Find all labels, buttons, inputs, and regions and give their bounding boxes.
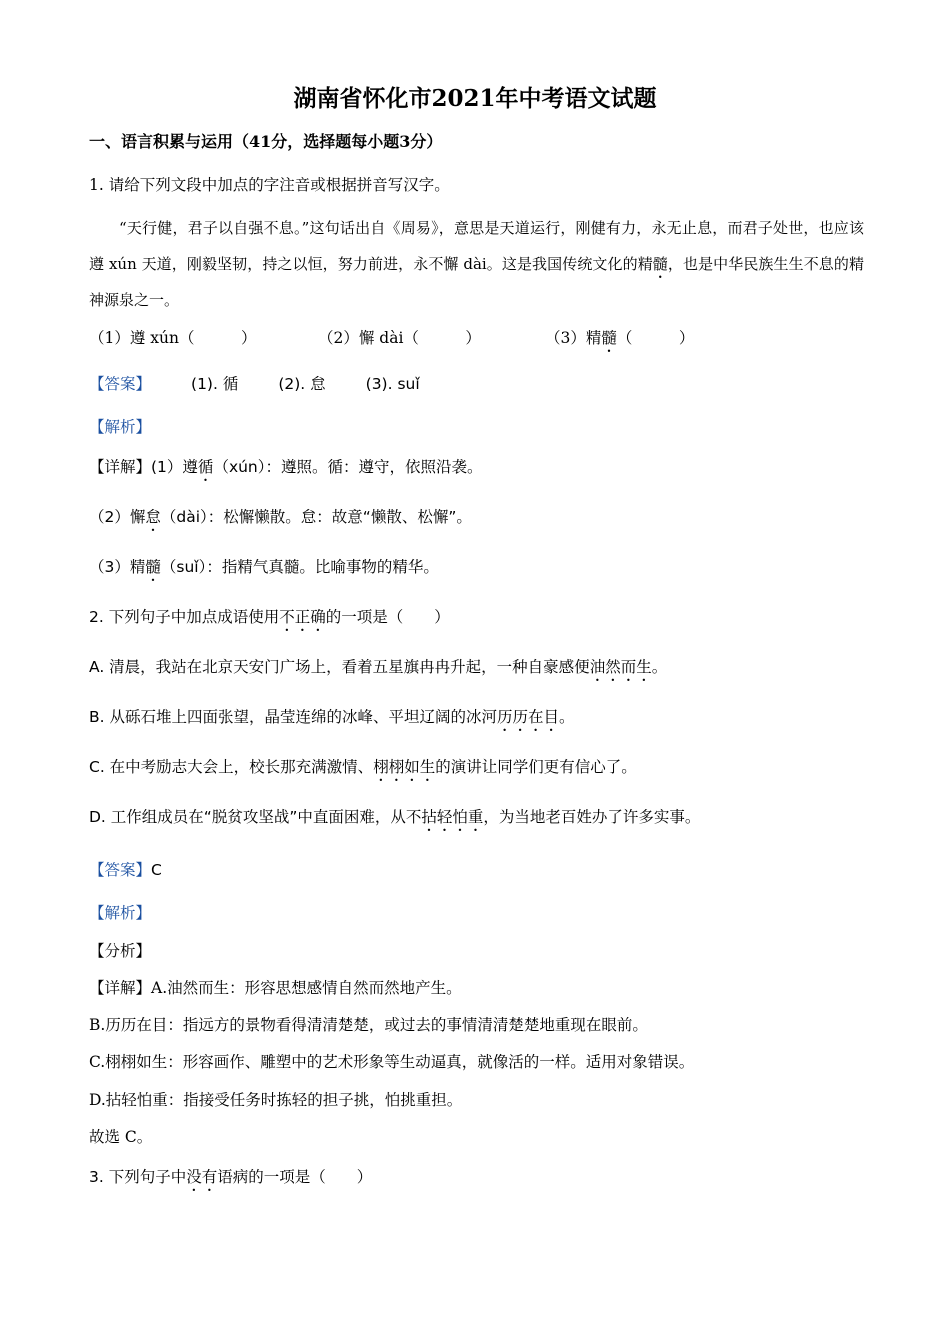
emphasis-char: 怠 bbox=[145, 508, 161, 526]
q2-option-d: D. 工作组成员在“脱贫攻坚战”中直面困难，从不拈轻怕重，为当地老百姓办了许多实事。 bbox=[89, 808, 701, 826]
q2-conclusion: 故选 C。 bbox=[89, 1128, 153, 1146]
answer-tag: 【答案】 bbox=[89, 861, 152, 879]
q2-option-b: B. 从砾石堆上四面张望，晶莹连绵的冰峰、平坦辽阔的冰河历历在目。 bbox=[89, 708, 575, 726]
q1-analysis-tag: 【解析】 bbox=[89, 418, 152, 436]
q1-passage: “天行健，君子以自强不息。”这句话出自《周易》，意思是天道运行，刚健有力，永无止息，而君子处世，也应该遵 xún 天道，刚毅坚韧，持之以恒，努力前进，永不懈 dài。这是我国传统文化的精髓，也是中华民族生生不息的精神源泉之一。 bbox=[89, 219, 864, 309]
emphasis-char: 不正确 bbox=[279, 608, 326, 626]
q1-answer-line bbox=[89, 373, 420, 395]
q2-detail-a: 【详解】A.油然而生：形容思想感情自然而然地产生。 bbox=[89, 979, 462, 997]
q1-stem: 1. 请给下列文段中加点的字注音或根据拼音写汉字。 bbox=[89, 176, 450, 194]
q1-option-2: （2）懈 dài（ ） bbox=[318, 329, 481, 347]
page-title: 湖南省怀化市2021年中考语文试题 bbox=[293, 85, 657, 112]
emphasis-idiom: 拈轻怕重 bbox=[421, 808, 484, 826]
q2-detail-c: C.栩栩如生：形容画作、雕塑中的艺术形象等生动逼真，就像活的一样。适用对象错误。 bbox=[89, 1053, 695, 1071]
q2-answer-line bbox=[89, 859, 162, 881]
emphasis-idiom: 油然而生 bbox=[589, 658, 652, 676]
q1-detail-2: （2）懈怠（dài）：松懈懒散。怠：故意“懒散、松懈”。 bbox=[89, 508, 472, 526]
emphasis-char: 髓 bbox=[145, 558, 161, 576]
q1-option-3: （3）精髓（ ） bbox=[545, 329, 695, 347]
answer-3: (3). suǐ bbox=[365, 375, 420, 393]
q2-option-a: A. 清晨，我站在北京天安门广场上，看着五星旗冉冉升起，一种自豪感便油然而生。 bbox=[89, 658, 668, 676]
emphasis-char: 没有 bbox=[186, 1168, 218, 1186]
q1-detail-1: 【详解】(1）遵循（xún）：遵照。循：遵守，依照沿袭。 bbox=[89, 458, 483, 476]
q2-analysis-tag: 【解析】 bbox=[89, 904, 152, 922]
q3-stem: 3. 下列句子中没有语病的一项是（ ） bbox=[89, 1168, 373, 1186]
emphasis-char: 髓 bbox=[601, 329, 617, 347]
q2-stem: 2. 下列句子中加点成语使用不正确的一项是（ ） bbox=[89, 608, 450, 626]
q1-option-1: （1）遵 xún（ ） bbox=[89, 329, 257, 347]
answer-1: (1). 循 bbox=[191, 375, 239, 393]
q2-detail-b: B.历历在目：指远方的景物看得清清楚楚，或过去的事情清清楚楚地重现在眼前。 bbox=[89, 1016, 648, 1034]
answer-2: (2). 怠 bbox=[278, 375, 326, 393]
q1-detail-3: （3）精髓（suǐ）：指精气真髓。比喻事物的精华。 bbox=[89, 558, 439, 576]
emphasis-char: 循 bbox=[197, 458, 214, 476]
emphasis-idiom: 历历在目 bbox=[497, 708, 560, 726]
q2-detail-d: D.拈轻怕重：指接受任务时拣轻的担子挑，怕挑重担。 bbox=[89, 1091, 463, 1109]
answer-value: C bbox=[151, 861, 162, 879]
section-heading: 一、语言积累与运用（41分，选择题每小题3分） bbox=[89, 132, 443, 151]
emphasis-idiom: 栩栩如生 bbox=[373, 758, 436, 776]
q2-option-c: C. 在中考励志大会上，校长那充满激情、栩栩如生的演讲让同学们更有信心了。 bbox=[89, 758, 637, 776]
emphasis-char: 髓 bbox=[652, 255, 668, 273]
answer-tag: 【答案】 bbox=[89, 375, 152, 393]
q2-fenxi: 【分析】 bbox=[89, 942, 152, 960]
